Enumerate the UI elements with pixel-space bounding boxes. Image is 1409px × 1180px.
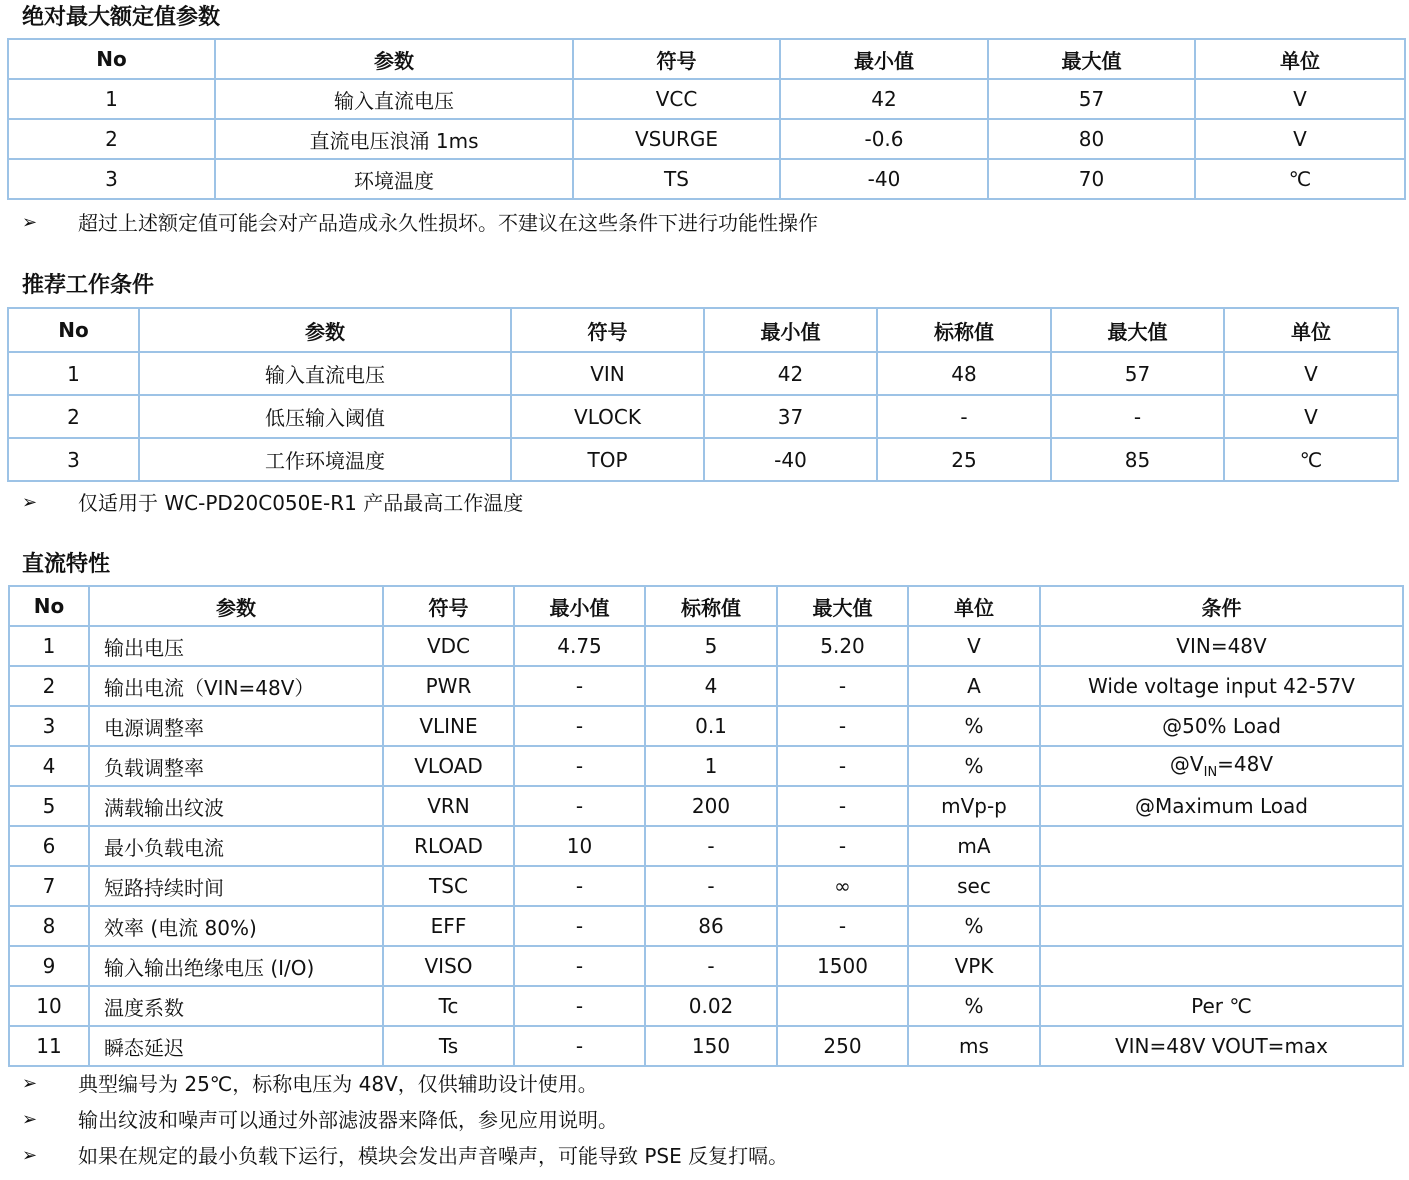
table-cell: 150: [645, 1026, 777, 1066]
column-header: 条件: [1040, 586, 1403, 626]
table-cell: 电源调整率: [89, 706, 383, 746]
table-cell: PWR: [383, 666, 514, 706]
table-row: [8, 438, 1398, 481]
abs-max-table: [7, 38, 1406, 200]
column-header: No: [8, 39, 215, 79]
table-cell: %: [908, 746, 1040, 786]
table-cell: VLINE: [383, 706, 514, 746]
table-cell: -: [645, 946, 777, 986]
table-cell: A: [908, 666, 1040, 706]
table-cell: -: [645, 826, 777, 866]
recommended-title: 推荐工作条件: [22, 273, 155, 298]
note-text: 超过上述额定值可能会对产品造成永久性损坏。不建议在这些条件下进行功能性操作: [78, 211, 818, 235]
table-cell: -: [777, 786, 908, 826]
note-text: 输出纹波和噪声可以通过外部滤波器来降低，参见应用说明。: [78, 1108, 618, 1132]
condition-subscript: IN: [1203, 765, 1218, 780]
table-cell: -: [514, 866, 645, 906]
table-cell: 输出电压: [89, 626, 383, 666]
table-cell: 200: [645, 786, 777, 826]
table-cell: 温度系数: [89, 986, 383, 1026]
table-cell: [1040, 906, 1403, 946]
table-cell: 4: [9, 746, 89, 786]
table-cell: 2: [8, 119, 215, 159]
table-cell: -: [514, 666, 645, 706]
table-cell: 9: [9, 946, 89, 986]
column-header: 符号: [383, 586, 514, 626]
table-cell: %: [908, 906, 1040, 946]
table-cell: 负载调整率: [89, 746, 383, 786]
table-cell: 输入直流电压: [139, 352, 511, 395]
table-cell: VIN=48V: [1040, 626, 1403, 666]
arrow-bullet-icon: ➢: [22, 1109, 38, 1130]
column-header: No: [9, 586, 89, 626]
column-header: 参数: [139, 308, 511, 352]
table-cell: V: [908, 626, 1040, 666]
table-cell: VPK: [908, 946, 1040, 986]
table-cell: 42: [780, 79, 988, 119]
table-row: [8, 395, 1398, 438]
table-cell: 1: [8, 79, 215, 119]
table-cell: sec: [908, 866, 1040, 906]
table-cell: 短路持续时间: [89, 866, 383, 906]
table-cell: -: [645, 866, 777, 906]
note-item: [22, 485, 523, 521]
table-cell: 1: [645, 746, 777, 786]
table-cell: 80: [988, 119, 1195, 159]
table-cell: VLOCK: [511, 395, 704, 438]
table-cell: -: [777, 826, 908, 866]
column-header: 最小值: [780, 39, 988, 79]
table-cell: Ts: [383, 1026, 514, 1066]
table-cell: -: [514, 946, 645, 986]
table-cell: -40: [780, 159, 988, 199]
arrow-bullet-icon: ➢: [22, 1073, 38, 1094]
table-cell: -: [514, 706, 645, 746]
table-cell: 5.20: [777, 626, 908, 666]
column-header: 最小值: [514, 586, 645, 626]
column-header: 符号: [573, 39, 780, 79]
table-cell: 70: [988, 159, 1195, 199]
table-cell: -: [777, 706, 908, 746]
table-cell: 42: [704, 352, 877, 395]
table-row: [9, 946, 1403, 986]
table-cell: 1: [9, 626, 89, 666]
column-header: 最大值: [777, 586, 908, 626]
table-cell: -40: [704, 438, 877, 481]
table-cell: TSC: [383, 866, 514, 906]
column-header: 最小值: [704, 308, 877, 352]
table-row: [9, 906, 1403, 946]
table-cell: 环境温度: [215, 159, 573, 199]
table-cell: -: [514, 1026, 645, 1066]
dc-notes: [22, 1066, 788, 1174]
table-cell: 低压输入阈值: [139, 395, 511, 438]
table-cell: @Maximum Load: [1040, 786, 1403, 826]
table-cell: Wide voltage input 42-57V: [1040, 666, 1403, 706]
table-cell: 85: [1051, 438, 1224, 481]
table-cell: 3: [9, 706, 89, 746]
table-cell: 8: [9, 906, 89, 946]
table-row: [8, 119, 1405, 159]
column-header: No: [8, 308, 139, 352]
table-cell: -: [777, 746, 908, 786]
table-cell: EFF: [383, 906, 514, 946]
table-cell: ℃: [1224, 438, 1398, 481]
table-cell: RLOAD: [383, 826, 514, 866]
note-item: [22, 1138, 788, 1174]
recommended-notes: [22, 485, 523, 521]
condition-suffix: =48V: [1217, 752, 1274, 776]
abs-max-title: 绝对最大额定值参数: [22, 5, 221, 30]
table-header-row: [8, 308, 1398, 352]
table-cell: VIN: [511, 352, 704, 395]
table-cell: 250: [777, 1026, 908, 1066]
condition-prefix: @V: [1169, 752, 1204, 776]
recommended-table: [7, 307, 1399, 482]
dc-title: 直流特性: [22, 552, 111, 577]
column-header: 最大值: [1051, 308, 1224, 352]
table-cell: 57: [1051, 352, 1224, 395]
arrow-bullet-icon: ➢: [22, 492, 38, 513]
table-cell: -: [514, 906, 645, 946]
table-cell: VSURGE: [573, 119, 780, 159]
note-item: [22, 1102, 788, 1138]
table-cell: 10: [514, 826, 645, 866]
table-cell: 4: [645, 666, 777, 706]
table-cell: mVp-p: [908, 786, 1040, 826]
table-cell: @50% Load: [1040, 706, 1403, 746]
table-cell: -: [514, 746, 645, 786]
table-cell: 工作环境温度: [139, 438, 511, 481]
table-cell: 直流电压浪涌 1ms: [215, 119, 573, 159]
table-cell: 10: [9, 986, 89, 1026]
table-cell: ℃: [1195, 159, 1405, 199]
table-cell: 输出电流（VIN=48V）: [89, 666, 383, 706]
table-cell: [777, 986, 908, 1026]
table-row: [8, 159, 1405, 199]
table-cell: Per ℃: [1040, 986, 1403, 1026]
table-cell: 11: [9, 1026, 89, 1066]
table-row: [9, 626, 1403, 666]
table-cell: 6: [9, 826, 89, 866]
table-cell: %: [908, 706, 1040, 746]
table-cell: 满载输出纹波: [89, 786, 383, 826]
note-item: [22, 1066, 788, 1102]
table-cell: 2: [8, 395, 139, 438]
table-cell: 57: [988, 79, 1195, 119]
table-cell: -: [514, 786, 645, 826]
table-cell: V: [1195, 79, 1405, 119]
table-cell: 7: [9, 866, 89, 906]
table-cell: -: [777, 906, 908, 946]
column-header: 符号: [511, 308, 704, 352]
column-header: 单位: [1195, 39, 1405, 79]
arrow-bullet-icon: ➢: [22, 1145, 38, 1166]
table-cell: 1: [8, 352, 139, 395]
table-row: [8, 352, 1398, 395]
table-cell: V: [1224, 395, 1398, 438]
table-cell: ∞: [777, 866, 908, 906]
table-cell: 5: [645, 626, 777, 666]
table-cell: 4.75: [514, 626, 645, 666]
table-cell: TOP: [511, 438, 704, 481]
table-cell: VRN: [383, 786, 514, 826]
table-cell: 1500: [777, 946, 908, 986]
column-header: 参数: [215, 39, 573, 79]
table-cell: [1040, 746, 1403, 786]
table-row: [9, 706, 1403, 746]
table-cell: 2: [9, 666, 89, 706]
table-cell: V: [1195, 119, 1405, 159]
table-cell: 86: [645, 906, 777, 946]
table-cell: -0.6: [780, 119, 988, 159]
table-cell: 0.02: [645, 986, 777, 1026]
table-row: [9, 826, 1403, 866]
table-cell: %: [908, 986, 1040, 1026]
table-cell: 最小负载电流: [89, 826, 383, 866]
column-header: 最大值: [988, 39, 1195, 79]
table-cell: -: [877, 395, 1051, 438]
note-text: 仅适用于 WC-PD20C050E-R1 产品最高工作温度: [78, 491, 524, 515]
table-cell: VDC: [383, 626, 514, 666]
table-cell: VIN=48V VOUT=max: [1040, 1026, 1403, 1066]
table-cell: mA: [908, 826, 1040, 866]
column-header: 标称值: [877, 308, 1051, 352]
table-cell: TS: [573, 159, 780, 199]
column-header: 参数: [89, 586, 383, 626]
table-cell: -: [514, 986, 645, 1026]
table-cell: 0.1: [645, 706, 777, 746]
table-cell: Tc: [383, 986, 514, 1026]
table-cell: VISO: [383, 946, 514, 986]
table-cell: -: [1051, 395, 1224, 438]
note-item: [22, 205, 818, 241]
note-text: 典型编号为 25℃，标称电压为 48V，仅供辅助设计使用。: [78, 1072, 598, 1096]
table-cell: ms: [908, 1026, 1040, 1066]
table-row: [9, 666, 1403, 706]
table-cell: 效率 (电流 80%): [89, 906, 383, 946]
table-cell: 5: [9, 786, 89, 826]
table-cell: VLOAD: [383, 746, 514, 786]
table-row: [9, 866, 1403, 906]
table-cell: 输入直流电压: [215, 79, 573, 119]
table-cell: 37: [704, 395, 877, 438]
table-cell: 48: [877, 352, 1051, 395]
table-cell: [1040, 866, 1403, 906]
table-cell: 25: [877, 438, 1051, 481]
table-row: [9, 786, 1403, 826]
table-cell: [1040, 826, 1403, 866]
column-header: 单位: [1224, 308, 1398, 352]
table-header-row: [8, 39, 1405, 79]
dc-table: [8, 585, 1404, 1067]
table-row: [8, 79, 1405, 119]
table-cell: V: [1224, 352, 1398, 395]
table-cell: 3: [8, 159, 215, 199]
table-cell: 瞬态延迟: [89, 1026, 383, 1066]
arrow-bullet-icon: ➢: [22, 212, 38, 233]
table-cell: VCC: [573, 79, 780, 119]
table-cell: 输入输出绝缘电压 (I/O): [89, 946, 383, 986]
abs-max-notes: [22, 205, 818, 241]
note-text: 如果在规定的最小负载下运行，模块会发出声音噪声，可能导致 PSE 反复打嗝。: [78, 1144, 789, 1168]
column-header: 单位: [908, 586, 1040, 626]
table-cell: [1040, 946, 1403, 986]
table-cell: 3: [8, 438, 139, 481]
table-row: [9, 746, 1403, 786]
table-row: [9, 986, 1403, 1026]
table-row: [9, 1026, 1403, 1066]
column-header: 标称值: [645, 586, 777, 626]
table-cell: -: [777, 666, 908, 706]
table-header-row: [9, 586, 1403, 626]
